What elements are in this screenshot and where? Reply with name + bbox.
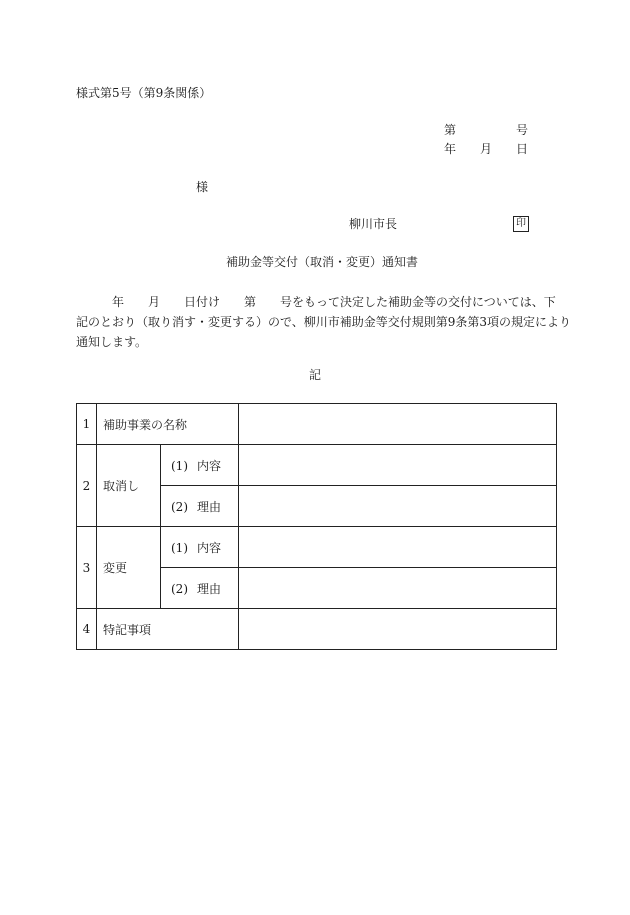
ki-heading: 記 [309,368,322,382]
sub-label [161,527,239,568]
issuer: 柳川市長 [349,217,398,231]
date-day: 日 [516,142,529,156]
value-cell[interactable] [239,568,557,609]
form-number: 様式第5号（第9条関係） [76,86,212,100]
row-number: 4 [77,609,97,650]
value-cell[interactable] [239,445,557,486]
seal-mark: 印 [513,216,529,232]
sub-label [161,445,239,486]
sub-label [161,486,239,527]
sub-text: 内容 [197,458,222,473]
row-number: 3 [77,527,97,609]
row-label: 変更 [97,527,161,609]
sub-text: 内容 [197,540,222,555]
items-table [76,403,557,650]
value-cell[interactable] [239,527,557,568]
sub-text: 理由 [197,499,222,514]
sub-number: (2) [171,581,188,596]
body-line: 通知します。 [76,335,148,349]
body-line: 記のとおり（取り消す・変更する）ので、柳川市補助金等交付規則第9条第3項の規定により [76,315,572,329]
table-row [77,404,557,445]
sub-text: 理由 [197,581,222,596]
body-text [76,292,572,352]
sub-number: (1) [171,540,188,555]
row-number: 1 [77,404,97,445]
table-row [77,527,557,568]
body-line: 年 月 日付け 第 号をもって決定した補助金等の交付については、下 [76,295,556,309]
row-label: 補助事業の名称 [97,404,239,445]
number-suffix: 号 [516,123,529,137]
document-title: 補助金等交付（取消・変更）通知書 [226,255,419,269]
row-number: 2 [77,445,97,527]
sub-label [161,568,239,609]
number-prefix: 第 [444,123,457,137]
date-month: 月 [480,142,493,156]
value-cell[interactable] [239,609,557,650]
sub-number: (1) [171,458,188,473]
addressee-suffix: 様 [196,180,209,194]
row-label: 取消し [97,445,161,527]
row-label: 特記事項 [97,609,239,650]
table-row [77,445,557,486]
table-row [77,609,557,650]
date-year: 年 [444,142,457,156]
value-cell[interactable] [239,404,557,445]
sub-number: (2) [171,499,188,514]
value-cell[interactable] [239,486,557,527]
